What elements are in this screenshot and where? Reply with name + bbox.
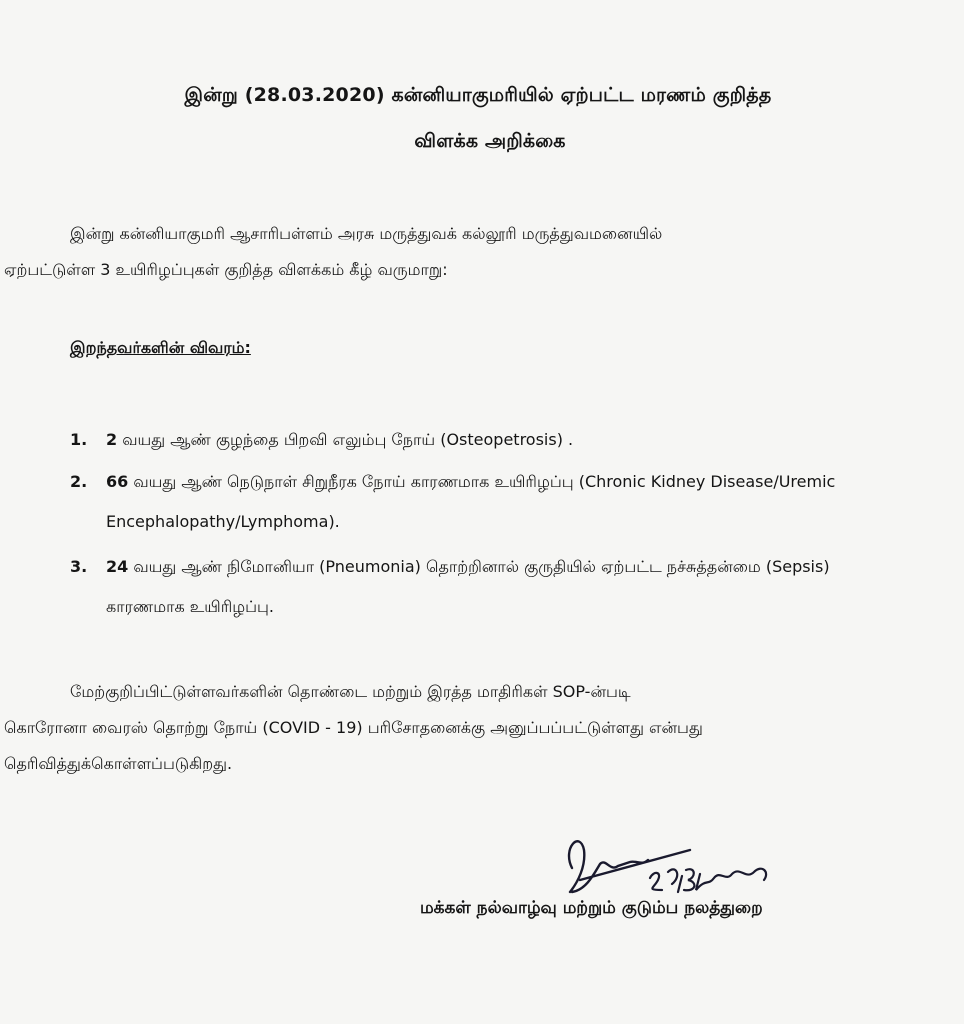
case-age: 2	[106, 430, 118, 449]
case-number: 2.	[70, 472, 88, 491]
closing-line2: கொரோனா வைரஸ் தொற்று நோய் (COVID - 19) பரிசோதனைக்கு அனுப்பப்பட்டுள்ளது என்பது	[4, 718, 703, 737]
document-title-line1: இன்று (28.03.2020) கன்னியாகுமரியில் ஏற்பட்ட மரணம் குறித்த	[184, 84, 772, 106]
intro-line1: இன்று கன்னியாகுமரி ஆசாரிபள்ளம் அரசு மருத்துவக் கல்லூரி மருத்துவமனையில்	[70, 224, 663, 243]
closing-line1: மேற்குறிப்பிட்டுள்ளவர்களின் தொண்டை மற்றும் இரத்த மாதிரிகள் SOP-ன்படி	[70, 682, 631, 701]
case-number: 3.	[70, 557, 88, 576]
case-text: வயது ஆண் நிமோனியா (Pneumonia) தொற்றினால் குருதியில் ஏற்பட்ட நச்சுத்தன்மை (Sepsis) காரணமாக உயிரிழப்பு.	[106, 557, 830, 616]
case-age: 24	[106, 557, 129, 576]
intro-line2: ஏற்பட்டுள்ள 3 உயிரிழப்புகள் குறித்த விளக்கம் கீழ் வருமாறு:	[4, 260, 448, 279]
case-item-2	[70, 462, 884, 542]
intro-paragraph	[4, 216, 884, 288]
department-name: மக்கள் நல்வாழ்வு மற்றும் குடும்ப நலத்துறை	[420, 898, 763, 918]
case-age: 66	[106, 472, 129, 491]
closing-paragraph	[4, 674, 884, 782]
case-item-1	[70, 420, 884, 460]
closing-line3: தெரிவித்துக்கொள்ளப்படுகிறது.	[4, 754, 233, 773]
case-item-3	[70, 547, 884, 627]
deceased-details-heading: இறந்தவர்களின் விவரம்:	[70, 338, 251, 357]
case-text: வயது ஆண் நெடுநாள் சிறுநீரக நோய் காரணமாக உயிரிழப்பு (Chronic Kidney Disease/Uremic Encephalopathy/Lymphoma).	[106, 472, 836, 531]
document-title-line2: விளக்க அறிக்கை	[414, 130, 566, 152]
case-number: 1.	[70, 430, 88, 449]
case-text: வயது ஆண் குழந்தை பிறவி எலும்பு நோய் (Osteopetrosis) .	[122, 430, 574, 449]
